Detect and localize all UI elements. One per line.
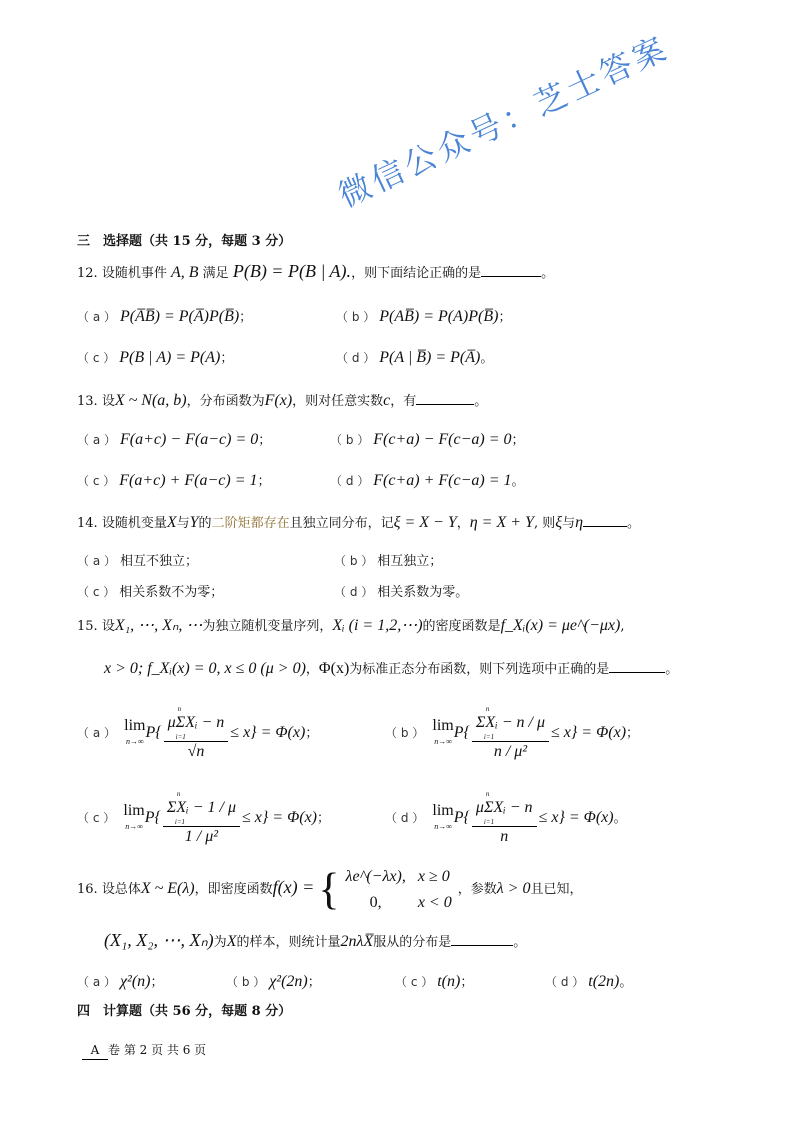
option-label: （ b ） [334, 554, 374, 568]
math: X ~ E(λ) [140, 880, 195, 897]
option-16b [226, 971, 321, 991]
question-text: 设总体 [101, 882, 141, 897]
punct: ； [257, 474, 271, 489]
math: x > 0; f_Xᵢ(x) = 0, x ≤ 0 (μ > 0) [104, 660, 306, 677]
math: χ²(2n) [269, 973, 308, 990]
left-brace: { [318, 864, 340, 914]
option-15b: （ b ） lim n→∞ P{ n ΣXᵢ − n / μ i=1 n / μ² ≤ x} = Φ(x)； [385, 705, 640, 760]
option-label: （ a ） [77, 975, 116, 989]
option-label: （ d ） [330, 474, 370, 488]
question-number: 13. [77, 394, 98, 409]
option-15c: （ c ） lim n→∞ P{ n ΣXᵢ − 1 / μ i=1 1 / μ² ≤ x} = Φ(x)； [77, 790, 331, 845]
option-13c [77, 470, 271, 490]
question-text: 与 [562, 516, 576, 531]
sum-upper: n [485, 790, 490, 798]
question-text: 为独立随机变量序列， [202, 619, 333, 634]
math: P(A | B̅) = P(A̅) [379, 349, 481, 366]
punct: ， [456, 516, 470, 531]
math: η [575, 514, 584, 531]
option-label: （ c ） [77, 811, 116, 825]
math: λ > 0 [496, 880, 531, 897]
math: X ~ N(a, b) [114, 392, 187, 409]
punct: 。 [541, 266, 555, 281]
punct: ； [460, 975, 474, 990]
question-16-line-2 [104, 931, 526, 952]
option-16d [545, 971, 632, 991]
option-label: （ d ） [545, 975, 585, 989]
math: X [166, 514, 177, 531]
section-4-title: 四 计算题（共 56 分，每题 8 分） [77, 1004, 292, 1019]
math: Φ(x) [318, 660, 350, 677]
denominator: 1 / μ² [184, 828, 219, 845]
lim-text: lim [124, 716, 146, 734]
math: (X₁, X₂, ⋯, Xₙ) [104, 930, 214, 950]
punct: 。 [474, 394, 488, 409]
math: Xᵢ − n [185, 714, 225, 731]
option-label: （ c ） [395, 975, 434, 989]
case-condition: x < 0 [417, 893, 452, 911]
math: P(A̅B̅) = P(A̅)P(B̅) [119, 308, 240, 325]
question-text: 为标准正态分布函数，则下列选项中正确的是 [349, 662, 610, 677]
punct: , [620, 619, 625, 634]
option-15d: （ d ） lim n→∞ P{ n μΣXᵢ − n i=1 n ≤ x} = Φ(x)。 [385, 790, 627, 845]
option-label: （ c ） [77, 585, 116, 599]
question-14 [77, 512, 640, 533]
fraction: n μΣXᵢ − n i=1 n [472, 790, 537, 847]
case-condition: x ≥ 0 [417, 867, 450, 885]
option-label: （ c ） [77, 351, 116, 365]
punct: 。 [513, 935, 527, 950]
question-number: 16. [77, 882, 98, 897]
option-13b [330, 429, 525, 449]
math: ξ [555, 514, 563, 531]
option-label: （ d ） [334, 585, 374, 599]
sum-lower: i=1 [483, 818, 495, 826]
sum-upper: n [485, 705, 490, 713]
question-15-line-2 [104, 658, 678, 679]
math: Xᵢ (i = 1,2,⋯) [332, 617, 423, 634]
option-text: 相关系数为零。 [377, 585, 469, 600]
punct: ； [626, 726, 640, 741]
question-text: 设 [101, 619, 115, 634]
punct: ； [258, 433, 272, 448]
denominator: n [500, 828, 509, 845]
math: A, B [170, 264, 199, 281]
paper-version: A [82, 1041, 108, 1060]
denominator: n / μ² [493, 743, 528, 760]
question-text: 的 [198, 516, 212, 531]
answer-blank [481, 262, 541, 277]
math: t(n) [437, 973, 461, 990]
math: ≤ x} = Φ(x) [538, 809, 614, 826]
question-text: 的密度函数是 [422, 619, 501, 634]
question-number: 14. [77, 516, 98, 531]
punct: ； [305, 726, 319, 741]
option-14d [334, 581, 468, 600]
question-text: , 则 [533, 516, 556, 531]
option-12a [77, 306, 252, 326]
math: F(a+c) + F(a−c) = 1 [119, 472, 258, 489]
punct: ； [150, 975, 164, 990]
page-footer [82, 1041, 206, 1060]
math: c [383, 392, 391, 409]
question-text: 设随机变量 [101, 516, 167, 531]
watermark: 微信公众号：芝士答案 [332, 28, 675, 215]
question-text: 且已知， [530, 882, 583, 897]
question-text: 的样本，则统计量 [236, 935, 341, 950]
answer-blank [583, 512, 627, 527]
math: F(x) [264, 392, 293, 409]
question-15 [77, 617, 624, 636]
math: P(AB̅) = P(A)P(B̅) [379, 308, 499, 325]
option-label: （ a ） [77, 726, 116, 740]
question-text: ，有 [390, 394, 417, 409]
question-text: ，分布函数为 [186, 394, 265, 409]
limit [124, 718, 145, 750]
option-label: （ b ） [330, 433, 370, 447]
punct: ； [498, 310, 512, 325]
question-text: 为 [213, 935, 227, 950]
case-value: λe^(−λx), [345, 867, 406, 885]
case-value: 0, [369, 893, 382, 911]
punct: 。 [613, 811, 627, 826]
fraction: n μΣXᵢ − n i=1 √n [164, 705, 229, 762]
math: F(c+a) − F(c−a) = 0 [373, 431, 512, 448]
sum-upper: n [177, 705, 182, 713]
option-12c [77, 347, 233, 367]
math: ≤ x} = Φ(x) [230, 724, 306, 741]
math: f_Xᵢ(x) = μe^(−μx) [500, 617, 621, 634]
math: χ²(n) [119, 973, 151, 990]
lim-text: lim [432, 716, 454, 734]
option-label: （ b ） [385, 726, 425, 740]
sum-lower: i=1 [174, 818, 186, 826]
option-label: （ d ） [385, 811, 425, 825]
answer-blank [609, 658, 665, 673]
punct: 。 [627, 516, 641, 531]
punct: ； [317, 811, 331, 826]
question-text: 设 [101, 394, 115, 409]
option-15a: （ a ） lim n→∞ P{ n μΣXᵢ − n i=1 √n ≤ x} = Φ(x)； [77, 705, 319, 760]
option-text: 相互不独立； [119, 554, 198, 569]
option-14a [77, 550, 198, 569]
option-label: （ a ） [77, 554, 116, 568]
sum-lower: i=1 [175, 733, 186, 741]
punct: 。 [619, 975, 633, 990]
question-text: ，参数 [457, 882, 497, 897]
denominator: √n [187, 743, 205, 760]
limit [432, 803, 453, 835]
section-3-title: 三 选择题（共 15 分，每题 3 分） [77, 234, 292, 249]
math: ξ = X − Y [393, 514, 457, 531]
fraction: n ΣXᵢ − n / μ i=1 n / μ² [472, 705, 549, 762]
option-label: （ a ） [77, 433, 116, 447]
fraction: n ΣXᵢ − 1 / μ i=1 1 / μ² [163, 790, 240, 847]
math: 2nλX̅ [340, 933, 374, 950]
math: η = X + Y [469, 514, 534, 531]
question-text: 与 [176, 516, 190, 531]
math: F(a+c) − F(a−c) = 0 [119, 431, 259, 448]
question-text: 二阶矩都存在 [211, 516, 290, 531]
punct: ； [239, 310, 253, 325]
answer-blank [451, 931, 513, 946]
math: P(B | A) = P(A) [119, 349, 221, 366]
option-text: 相互独立； [377, 554, 443, 569]
sum-upper: n [176, 790, 181, 798]
punct: 。 [511, 474, 525, 489]
question-number: 12. [77, 266, 98, 281]
option-16c [395, 971, 473, 991]
lim-text: lim [432, 801, 454, 819]
option-14c [77, 581, 223, 600]
punct: ； [307, 975, 321, 990]
question-text: ，则下面结论正确的是 [351, 266, 482, 281]
math: X₁, ⋯, Xₙ, ⋯ [114, 617, 203, 634]
lim-subscript: n→∞ [434, 736, 452, 746]
option-14b [334, 550, 442, 569]
option-label: （ b ） [226, 975, 266, 989]
math: Xᵢ − n / μ [485, 714, 545, 731]
punct: ； [511, 433, 525, 448]
question-13 [77, 390, 487, 411]
lim-subscript: n→∞ [125, 821, 143, 831]
page-number: 卷 第 2 页 共 6 页 [108, 1043, 207, 1057]
lim-text: lim [123, 801, 145, 819]
question-number: 15. [77, 619, 98, 634]
math: Xᵢ − 1 / μ [176, 799, 236, 816]
punct: 。 [480, 351, 494, 366]
math: μ [475, 799, 484, 816]
lim-subscript: n→∞ [434, 821, 452, 831]
option-16a [77, 971, 164, 991]
question-text: ，则对任意实数 [292, 394, 384, 409]
question-text: 设随机事件 [101, 266, 167, 281]
question-text: 满足 [202, 266, 229, 281]
math: μ [167, 714, 176, 731]
math: F(c+a) + F(c−a) = 1 [373, 472, 512, 489]
math: ≤ x} = Φ(x) [241, 809, 317, 826]
option-13d [330, 470, 525, 490]
math: t(2n) [588, 973, 620, 990]
limit [432, 718, 453, 750]
math: Y [189, 514, 199, 531]
option-12b [336, 306, 511, 326]
option-13a [77, 429, 271, 449]
question-12 [77, 262, 554, 283]
option-text: 相关系数不为零； [119, 585, 224, 600]
math: P(B) = P(B | A). [232, 261, 352, 281]
option-label: （ b ） [336, 310, 376, 324]
punct: ， [305, 662, 319, 677]
answer-blank [416, 390, 474, 405]
piecewise-cases [340, 864, 458, 916]
math: X [226, 933, 237, 950]
math: f(x) = [272, 877, 315, 897]
question-text: ，即密度函数 [194, 882, 273, 897]
lim-subscript: n→∞ [125, 736, 144, 746]
question-text: 且独立同分布，记 [289, 516, 394, 531]
limit [123, 803, 144, 835]
sum-lower: i=1 [483, 733, 495, 741]
punct: ； [220, 351, 234, 366]
option-12d [336, 347, 493, 367]
option-label: （ a ） [77, 310, 116, 324]
option-label: （ d ） [336, 351, 376, 365]
option-label: （ c ） [77, 474, 116, 488]
math: Xᵢ − n [493, 799, 533, 816]
question-16 [77, 862, 582, 916]
math: ≤ x} = Φ(x) [551, 724, 627, 741]
punct: 。 [665, 662, 679, 677]
question-text: 服从的分布是 [373, 935, 452, 950]
